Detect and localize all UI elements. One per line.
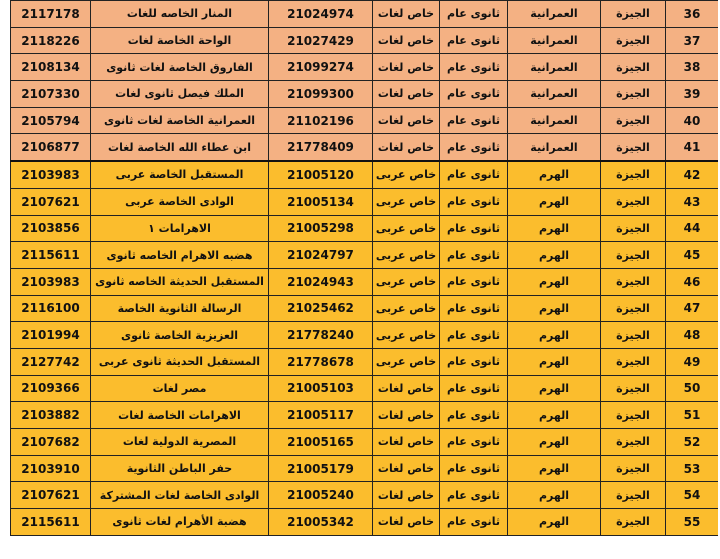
cell-governorate: الجيزة — [601, 375, 666, 402]
cell-stage: ثانوى عام — [440, 295, 508, 322]
cell-school-code: 2117178 — [11, 1, 91, 28]
table-row — [11, 482, 719, 509]
table-row — [11, 402, 719, 429]
cell-school-code: 2106877 — [11, 134, 91, 161]
cell-ministry-id: 21005117 — [269, 402, 373, 429]
cell-stage: ثانوى عام — [440, 242, 508, 269]
cell-school-name: هضبة الأهرام لغات ثانوى — [91, 509, 269, 536]
cell-school-type: خاص لغات — [373, 509, 440, 536]
cell-governorate: الجيزة — [601, 268, 666, 295]
cell-school-name: العمرانية الخاصة لغات ثانوى — [91, 107, 269, 134]
cell-row-number: 53 — [666, 455, 719, 482]
cell-school-code: 2107621 — [11, 188, 91, 215]
cell-administration: الهرم — [508, 402, 601, 429]
table-row — [11, 429, 719, 456]
cell-school-name: الوادى الخاصة عربى — [91, 188, 269, 215]
cell-ministry-id: 21099300 — [269, 81, 373, 108]
cell-governorate: الجيزة — [601, 188, 666, 215]
cell-school-code: 2103983 — [11, 268, 91, 295]
cell-stage: ثانوى عام — [440, 27, 508, 54]
cell-governorate: الجيزة — [601, 81, 666, 108]
cell-school-type: خاص لغات — [373, 1, 440, 28]
cell-school-type: خاص عربى — [373, 242, 440, 269]
cell-school-type: خاص عربى — [373, 268, 440, 295]
cell-administration: العمرانية — [508, 107, 601, 134]
cell-row-number: 51 — [666, 402, 719, 429]
cell-stage: ثانوى عام — [440, 215, 508, 242]
schools-sheet — [10, 0, 718, 559]
cell-governorate: الجيزة — [601, 402, 666, 429]
table-row — [11, 268, 719, 295]
table-row — [11, 455, 719, 482]
cell-row-number: 45 — [666, 242, 719, 269]
cell-row-number: 48 — [666, 322, 719, 349]
cell-administration: العمرانية — [508, 1, 601, 28]
cell-governorate: الجيزة — [601, 322, 666, 349]
cell-school-name: المنار الخاصه للغات — [91, 1, 269, 28]
cell-ministry-id: 21005134 — [269, 188, 373, 215]
cell-administration: الهرم — [508, 348, 601, 375]
cell-stage: ثانوى عام — [440, 509, 508, 536]
cell-school-type: خاص عربى — [373, 161, 440, 188]
cell-stage: ثانوى عام — [440, 81, 508, 108]
table-row — [11, 81, 719, 108]
cell-administration: الهرم — [508, 375, 601, 402]
cell-ministry-id: 21005240 — [269, 482, 373, 509]
cell-school-type: خاص لغات — [373, 134, 440, 161]
schools-table — [10, 0, 718, 536]
cell-school-code: 2116100 — [11, 295, 91, 322]
cell-governorate: الجيزة — [601, 455, 666, 482]
cell-governorate: الجيزة — [601, 54, 666, 81]
cell-school-name: حفر الباطن الثانوية — [91, 455, 269, 482]
cell-stage: ثانوى عام — [440, 188, 508, 215]
cell-school-type: خاص عربى — [373, 322, 440, 349]
cell-ministry-id: 21027429 — [269, 27, 373, 54]
cell-school-name: مصر لغات — [91, 375, 269, 402]
cell-school-type: خاص عربى — [373, 188, 440, 215]
cell-school-code: 2107682 — [11, 429, 91, 456]
cell-governorate: الجيزة — [601, 161, 666, 188]
cell-stage: ثانوى عام — [440, 429, 508, 456]
cell-administration: الهرم — [508, 268, 601, 295]
cell-school-type: خاص لغات — [373, 107, 440, 134]
cell-school-code: 2115611 — [11, 509, 91, 536]
cell-ministry-id: 21005298 — [269, 215, 373, 242]
cell-administration: العمرانية — [508, 81, 601, 108]
cell-school-type: خاص عربى — [373, 348, 440, 375]
cell-school-name: المستقبل الحديثة ثانوى عربى — [91, 348, 269, 375]
cell-stage: ثانوى عام — [440, 348, 508, 375]
cell-school-name: الوادى الخاصة لغات المشتركة — [91, 482, 269, 509]
cell-row-number: 42 — [666, 161, 719, 188]
cell-ministry-id: 21102196 — [269, 107, 373, 134]
table-row — [11, 188, 719, 215]
cell-administration: الهرم — [508, 455, 601, 482]
table-row — [11, 27, 719, 54]
cell-school-code: 2107621 — [11, 482, 91, 509]
table-row — [11, 509, 719, 536]
cell-school-name: المستقبل الخاصة عربى — [91, 161, 269, 188]
table-row — [11, 134, 719, 161]
cell-ministry-id: 21005179 — [269, 455, 373, 482]
cell-stage: ثانوى عام — [440, 54, 508, 81]
cell-school-name: الاهرامات ١ — [91, 215, 269, 242]
cell-ministry-id: 21099274 — [269, 54, 373, 81]
cell-stage: ثانوى عام — [440, 322, 508, 349]
cell-stage: ثانوى عام — [440, 375, 508, 402]
cell-governorate: الجيزة — [601, 348, 666, 375]
table-row — [11, 107, 719, 134]
cell-row-number: 52 — [666, 429, 719, 456]
cell-school-name: المستقبل الحديثة الخاصه ثانوى — [91, 268, 269, 295]
cell-row-number: 49 — [666, 348, 719, 375]
cell-stage: ثانوى عام — [440, 134, 508, 161]
cell-school-name: الواحة الخاصة لغات — [91, 27, 269, 54]
cell-ministry-id: 21005103 — [269, 375, 373, 402]
cell-school-code: 2109366 — [11, 375, 91, 402]
cell-school-code: 2103882 — [11, 402, 91, 429]
cell-ministry-id: 21024974 — [269, 1, 373, 28]
cell-row-number: 46 — [666, 268, 719, 295]
cell-ministry-id: 21005342 — [269, 509, 373, 536]
cell-school-code: 2118226 — [11, 27, 91, 54]
cell-school-type: خاص عربى — [373, 295, 440, 322]
cell-row-number: 37 — [666, 27, 719, 54]
cell-administration: الهرم — [508, 509, 601, 536]
cell-school-code: 2103856 — [11, 215, 91, 242]
cell-administration: الهرم — [508, 242, 601, 269]
cell-school-type: خاص لغات — [373, 402, 440, 429]
cell-governorate: الجيزة — [601, 509, 666, 536]
table-row — [11, 161, 719, 188]
cell-governorate: الجيزة — [601, 1, 666, 28]
cell-ministry-id: 21778678 — [269, 348, 373, 375]
table-body — [11, 1, 719, 536]
cell-stage: ثانوى عام — [440, 161, 508, 188]
cell-school-code: 2103910 — [11, 455, 91, 482]
cell-administration: الهرم — [508, 429, 601, 456]
cell-school-code: 2101994 — [11, 322, 91, 349]
cell-school-name: العزيزية الخاصة ثانوى — [91, 322, 269, 349]
table-row — [11, 348, 719, 375]
cell-school-name: الملك فيصل ثانوى لغات — [91, 81, 269, 108]
cell-row-number: 39 — [666, 81, 719, 108]
cell-school-type: خاص عربى — [373, 215, 440, 242]
cell-row-number: 54 — [666, 482, 719, 509]
cell-school-code: 2107330 — [11, 81, 91, 108]
table-row — [11, 1, 719, 28]
cell-administration: الهرم — [508, 161, 601, 188]
cell-governorate: الجيزة — [601, 295, 666, 322]
cell-school-type: خاص لغات — [373, 429, 440, 456]
cell-school-code: 2115611 — [11, 242, 91, 269]
cell-stage: ثانوى عام — [440, 455, 508, 482]
cell-school-type: خاص لغات — [373, 54, 440, 81]
table-row — [11, 375, 719, 402]
cell-governorate: الجيزة — [601, 215, 666, 242]
cell-school-code: 2127742 — [11, 348, 91, 375]
cell-row-number: 38 — [666, 54, 719, 81]
cell-row-number: 44 — [666, 215, 719, 242]
cell-school-name: الاهرامات الخاصة لغات — [91, 402, 269, 429]
table-row — [11, 242, 719, 269]
cell-school-type: خاص لغات — [373, 375, 440, 402]
cell-ministry-id: 21778409 — [269, 134, 373, 161]
cell-ministry-id: 21005120 — [269, 161, 373, 188]
cell-administration: العمرانية — [508, 134, 601, 161]
cell-stage: ثانوى عام — [440, 107, 508, 134]
cell-administration: الهرم — [508, 322, 601, 349]
cell-governorate: الجيزة — [601, 482, 666, 509]
cell-school-code: 2105794 — [11, 107, 91, 134]
cell-row-number: 36 — [666, 1, 719, 28]
cell-administration: الهرم — [508, 215, 601, 242]
cell-school-code: 2108134 — [11, 54, 91, 81]
cell-row-number: 41 — [666, 134, 719, 161]
cell-stage: ثانوى عام — [440, 268, 508, 295]
cell-administration: العمرانية — [508, 54, 601, 81]
cell-governorate: الجيزة — [601, 134, 666, 161]
cell-governorate: الجيزة — [601, 429, 666, 456]
table-row — [11, 54, 719, 81]
cell-row-number: 47 — [666, 295, 719, 322]
cell-row-number: 50 — [666, 375, 719, 402]
cell-governorate: الجيزة — [601, 107, 666, 134]
cell-administration: العمرانية — [508, 27, 601, 54]
cell-stage: ثانوى عام — [440, 402, 508, 429]
cell-administration: الهرم — [508, 482, 601, 509]
cell-school-name: هضبه الاهرام الخاصه ثانوى — [91, 242, 269, 269]
cell-stage: ثانوى عام — [440, 482, 508, 509]
table-row — [11, 322, 719, 349]
table-row — [11, 215, 719, 242]
cell-governorate: الجيزة — [601, 242, 666, 269]
cell-school-code: 2103983 — [11, 161, 91, 188]
cell-ministry-id: 21778240 — [269, 322, 373, 349]
cell-school-type: خاص لغات — [373, 81, 440, 108]
table-row — [11, 295, 719, 322]
cell-ministry-id: 21025462 — [269, 295, 373, 322]
cell-row-number: 40 — [666, 107, 719, 134]
cell-school-type: خاص لغات — [373, 455, 440, 482]
cell-administration: الهرم — [508, 295, 601, 322]
cell-ministry-id: 21024797 — [269, 242, 373, 269]
cell-school-type: خاص لغات — [373, 482, 440, 509]
cell-ministry-id: 21005165 — [269, 429, 373, 456]
cell-row-number: 43 — [666, 188, 719, 215]
cell-administration: الهرم — [508, 188, 601, 215]
cell-stage: ثانوى عام — [440, 1, 508, 28]
cell-row-number: 55 — [666, 509, 719, 536]
cell-ministry-id: 21024943 — [269, 268, 373, 295]
cell-school-name: ابن عطاء الله الخاصة لغات — [91, 134, 269, 161]
cell-school-type: خاص لغات — [373, 27, 440, 54]
cell-governorate: الجيزة — [601, 27, 666, 54]
cell-school-name: المصرية الدولية لغات — [91, 429, 269, 456]
cell-school-name: الرسالة الثانوية الخاصة — [91, 295, 269, 322]
cell-school-name: الفاروق الخاصة لغات ثانوى — [91, 54, 269, 81]
